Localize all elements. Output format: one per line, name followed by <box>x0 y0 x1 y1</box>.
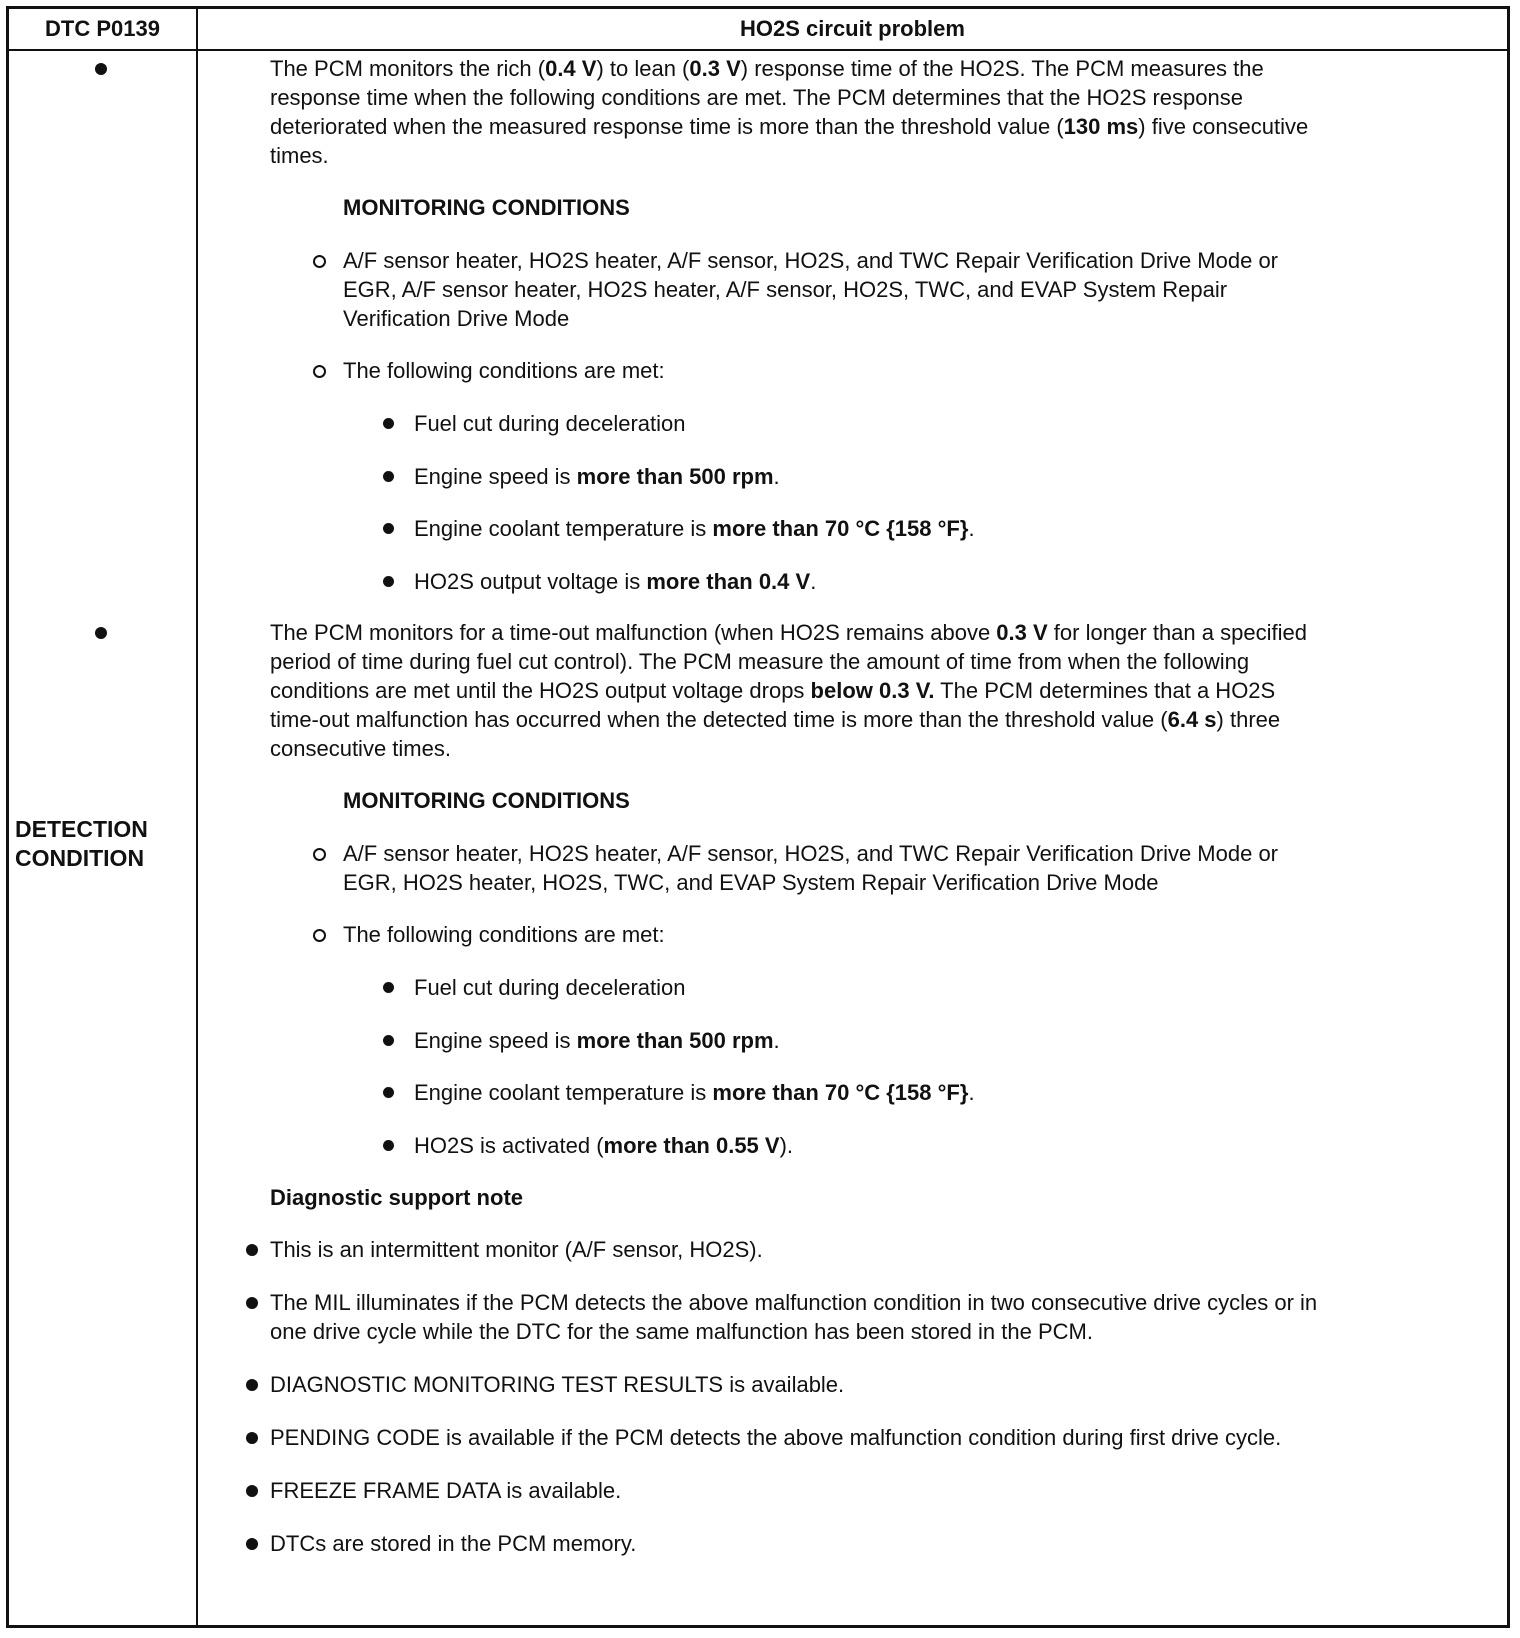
dtc-table <box>6 6 1510 1628</box>
support-note-item: The MIL illuminates if the PCM detects the above malfunction condition in two consecutive drive cycles or in <box>270 1290 1318 1315</box>
section-1-condition-bullet-icon <box>383 523 394 534</box>
support-note-item: one drive cycle while the DTC for the same malfunction has been stored in the PCM. <box>270 1319 1093 1344</box>
section-1-circle-bullet-icon <box>313 365 326 378</box>
section-2-circle-bullet-icon <box>313 848 326 861</box>
support-bullet-icon <box>246 1379 258 1391</box>
row-label-line-2: CONDITION <box>15 845 145 871</box>
section-2-condition-item: Engine coolant temperature is more than 70 °C {158 °F}. <box>414 1080 975 1105</box>
section-2-monitoring-heading: MONITORING CONDITIONS <box>343 788 630 813</box>
row-label-line-1: DETECTION <box>15 816 148 842</box>
section-1-drive-mode-line: A/F sensor heater, HO2S heater, A/F sensor, HO2S, and TWC Repair Verification Drive Mode or <box>343 248 1279 273</box>
support-bullet-icon <box>246 1538 258 1550</box>
support-note-item: DIAGNOSTIC MONITORING TEST RESULTS is available. <box>270 1372 845 1397</box>
section-1-condition-bullet-icon <box>383 418 394 429</box>
section-2-conditions-intro: The following conditions are met: <box>343 922 665 947</box>
section-2-intro-line: consecutive times. <box>270 736 451 761</box>
support-bullet-icon <box>246 1297 258 1309</box>
section-1-drive-mode-line: EGR, A/F sensor heater, HO2S heater, A/F sensor, HO2S, TWC, and EVAP System Repair <box>343 277 1228 302</box>
section-2-drive-mode-line: EGR, HO2S heater, HO2S, TWC, and EVAP System Repair Verification Drive Mode <box>343 870 1159 895</box>
support-bullet-icon <box>246 1485 258 1497</box>
support-note-item: PENDING CODE is available if the PCM detects the above malfunction condition during first drive cycle. <box>270 1425 1282 1450</box>
section-1-condition-bullet-icon <box>383 471 394 482</box>
section-1-condition-item: Engine speed is more than 500 rpm. <box>414 463 780 489</box>
dtc-code: DTC P0139 <box>45 16 160 41</box>
section-1-bullet-icon <box>95 63 107 75</box>
section-1-intro-line: times. <box>270 143 329 168</box>
row-label <box>15 815 195 873</box>
support-note-heading: Diagnostic support note <box>270 1185 523 1210</box>
section-1-condition-item: Fuel cut during deceleration <box>414 411 686 436</box>
section-2-condition-item: Engine speed is more than 500 rpm. <box>414 1027 780 1053</box>
section-1-intro-line: The PCM monitors the rich (0.4 V) to lean (0.3 V) response time of the HO2S. The PCM measures the <box>270 56 1264 81</box>
section-2-condition-bullet-icon <box>383 1087 394 1098</box>
section-2-condition-item: HO2S is activated (more than 0.55 V). <box>414 1132 794 1158</box>
dtc-title: HO2S circuit problem <box>740 16 965 41</box>
support-note-item: This is an intermittent monitor (A/F sensor, HO2S). <box>270 1237 763 1262</box>
section-2-condition-item: Fuel cut during deceleration <box>414 975 686 1000</box>
support-note-item: FREEZE FRAME DATA is available. <box>270 1478 622 1503</box>
support-bullet-icon <box>246 1244 258 1256</box>
section-1-circle-bullet-icon <box>313 255 326 268</box>
section-1-condition-bullet-icon <box>383 576 394 587</box>
section-1-intro-line: response time when the following conditions are met. The PCM determines that the HO2S response <box>270 85 1243 110</box>
support-bullet-icon <box>246 1432 258 1444</box>
section-1-condition-item: HO2S output voltage is more than 0.4 V. <box>414 568 817 594</box>
section-1-drive-mode-line: Verification Drive Mode <box>343 306 570 331</box>
support-note-item: DTCs are stored in the PCM memory. <box>270 1531 637 1556</box>
section-2-intro-line: The PCM monitors for a time-out malfunction (when HO2S remains above 0.3 V for longer than a specified <box>270 620 1307 645</box>
section-1-condition-item: Engine coolant temperature is more than 70 °C {158 °F}. <box>414 516 975 541</box>
section-1-intro-line: deteriorated when the measured response time is more than the threshold value (130 ms) five consecutive <box>270 114 1309 139</box>
section-2-intro-line: period of time during fuel cut control). The PCM measure the amount of time from when the following <box>270 649 1250 674</box>
table-header-row <box>9 9 1507 51</box>
section-2-bullet-icon <box>95 627 107 639</box>
section-1-monitoring-heading: MONITORING CONDITIONS <box>343 195 630 220</box>
section-2-circle-bullet-icon <box>313 929 326 942</box>
detection-condition-content <box>198 51 1507 1625</box>
section-2-condition-bullet-icon <box>383 1140 394 1151</box>
section-2-intro-line: time-out malfunction has occurred when the detected time is more than the threshold value (6.4 s) three <box>270 707 1281 732</box>
section-2-condition-bullet-icon <box>383 1035 394 1046</box>
section-2-condition-bullet-icon <box>383 982 394 993</box>
section-1-conditions-intro: The following conditions are met: <box>343 358 665 383</box>
section-2-intro-line: conditions are met until the HO2S output voltage drops below 0.3 V. The PCM determines that a HO2S <box>270 678 1276 703</box>
section-2-drive-mode-line: A/F sensor heater, HO2S heater, A/F sensor, HO2S, and TWC Repair Verification Drive Mode or <box>343 841 1279 866</box>
